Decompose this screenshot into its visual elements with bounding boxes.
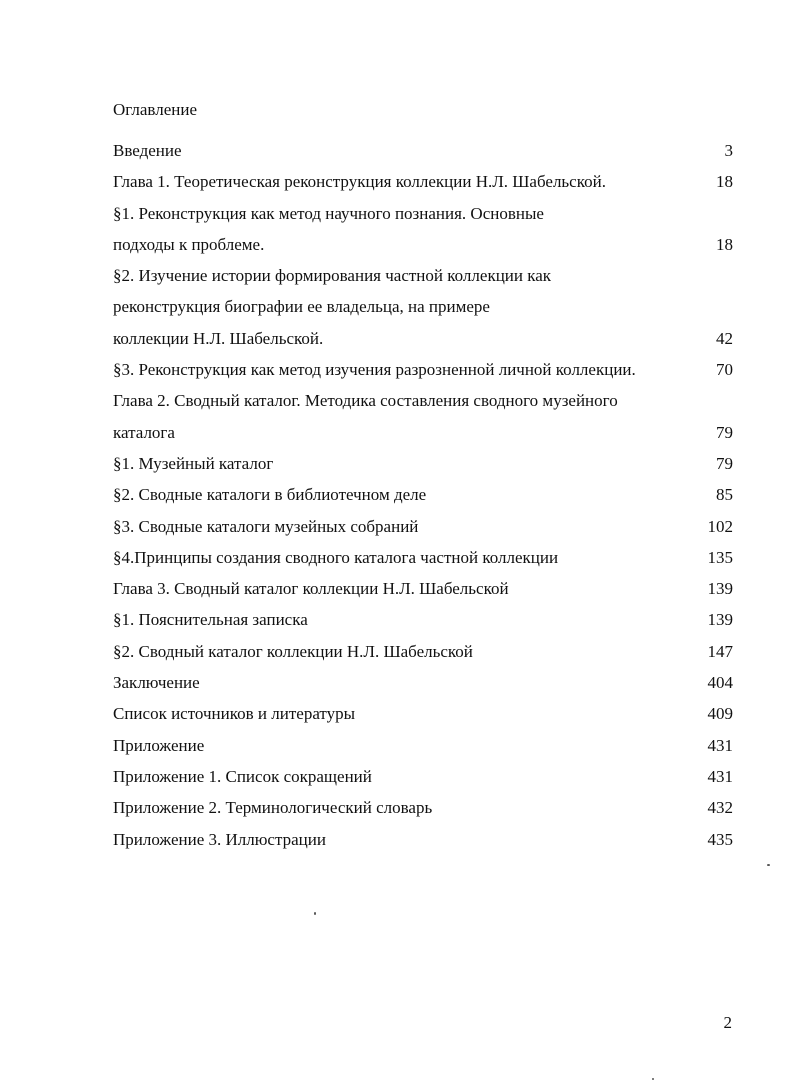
toc-entry-page: 85 (716, 485, 733, 505)
toc-entry-text: §4.Принципы создания сводного каталога частной коллекции (113, 547, 559, 567)
toc-entry-page: 431 (707, 735, 733, 755)
toc-entry-text: Глава 2. Сводный каталог. Методика составления сводного музейного (113, 391, 618, 411)
toc-entry-page: 70 (716, 360, 733, 380)
toc-entry-page: 404 (707, 673, 733, 693)
toc-entry-text: §3. Реконструкция как метод изучения разрозненной личной коллекции. (113, 360, 636, 380)
toc-entry-page: 79 (716, 422, 733, 442)
toc-entry-text: подходы к проблеме. (113, 234, 265, 254)
toc-entry-text: Введение (113, 141, 182, 160)
toc-entry-text: реконструкция биографии ее владельца, на примере (113, 297, 490, 317)
toc-entry (113, 265, 733, 296)
toc-entry-text: §2. Сводный каталог коллекции Н.Л. Шабельской (113, 641, 473, 661)
toc-entry (113, 829, 733, 860)
toc-entry (113, 359, 733, 390)
scan-speck (767, 864, 770, 866)
toc-title: Оглавление (113, 100, 197, 119)
toc-entry-page: 102 (707, 516, 733, 536)
scan-speck (314, 912, 316, 915)
toc-entry (113, 203, 733, 234)
toc-entry-page: 3 (724, 141, 733, 160)
toc-entry (113, 296, 733, 327)
toc-entry (113, 735, 733, 766)
toc-entry (113, 453, 733, 484)
toc-entry (113, 390, 733, 421)
toc-entry-page: 432 (707, 798, 733, 818)
toc-entry-text: каталога (113, 422, 175, 442)
toc-entry-page: 135 (707, 547, 733, 567)
toc-entry-page: 79 (716, 453, 733, 473)
toc-entry (113, 703, 733, 734)
scan-speck (652, 1078, 654, 1080)
toc-entry-page: 147 (707, 641, 733, 661)
toc-entry (113, 234, 733, 265)
toc-entry-text: Приложение (113, 735, 205, 755)
toc-entry (113, 171, 733, 202)
toc-entry-page: 435 (707, 829, 733, 849)
toc-entry-page: 18 (716, 234, 733, 254)
toc-entry-text: Приложение 1. Список сокращений (113, 766, 372, 786)
toc-entry (113, 422, 733, 453)
toc-entry-text: §2. Сводные каталоги в библиотечном деле (113, 485, 427, 505)
toc-entry (113, 766, 733, 797)
page-number: 2 (723, 1013, 732, 1032)
toc-entry-text: коллекции Н.Л. Шабельской. (113, 328, 324, 348)
toc-entry (113, 641, 733, 672)
toc-entry-text: Список источников и литературы (113, 704, 356, 724)
toc-entry-text: Приложение 3. Иллюстрации (113, 829, 326, 849)
toc-entry (113, 516, 733, 547)
toc-entry-page: 409 (707, 704, 733, 724)
toc-entry-text: §3. Сводные каталоги музейных собраний (113, 516, 419, 536)
toc-entry-text: §1. Реконструкция как метод научного познания. Основные (113, 203, 544, 223)
toc-entry (113, 328, 733, 359)
toc-entry-page: 18 (716, 172, 733, 192)
toc-entry-text: §1. Пояснительная записка (113, 610, 308, 630)
toc-entry-text: Глава 1. Теоретическая реконструкция коллекции Н.Л. Шабельской. (113, 172, 606, 192)
toc-entry-text: Приложение 2. Терминологический словарь (113, 798, 433, 818)
toc-entry (113, 578, 733, 609)
toc-entry (113, 672, 733, 703)
toc-entry-text: Глава 3. Сводный каталог коллекции Н.Л. Шабельской (113, 579, 509, 599)
toc-entry-page: 42 (716, 328, 733, 348)
toc-entry (113, 140, 733, 171)
toc-entry-page: 139 (707, 579, 733, 599)
toc-entry (113, 484, 733, 515)
toc-entry-text: §1. Музейный каталог (113, 453, 274, 473)
toc-entry-text: §2. Изучение истории формирования частной коллекции как (113, 266, 552, 286)
toc-entry-page: 431 (707, 766, 733, 786)
toc-entry (113, 547, 733, 578)
toc-entry-text: Заключение (113, 673, 200, 693)
toc-entry (113, 609, 733, 640)
toc-entry-page: 139 (707, 610, 733, 630)
toc-entry (113, 797, 733, 828)
table-of-contents (113, 140, 733, 860)
